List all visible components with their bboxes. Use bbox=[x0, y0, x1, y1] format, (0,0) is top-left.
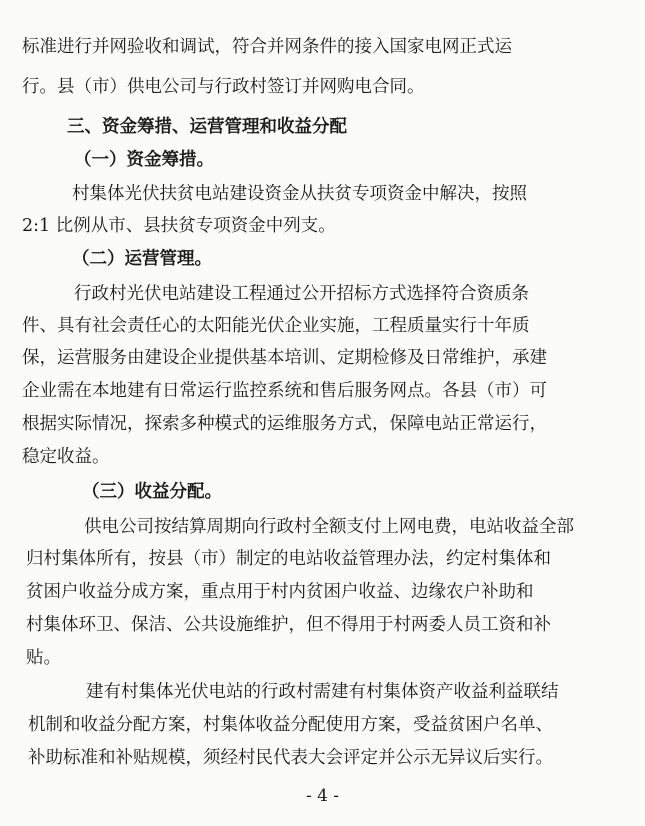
paragraph-line: 贫困户收益分成方案，重点用于村内贫困户收益、边缘农户补助和 bbox=[26, 582, 534, 602]
paragraph-line: 2:1 比例从市、县扶贫专项资金中列支。 bbox=[22, 216, 336, 236]
section-heading: 三、资金筹措、运营管理和收益分配 bbox=[67, 117, 347, 137]
paragraph-line: 件、具有社会责任心的太阳能光伏企业实施，工程质量实行十年质 bbox=[22, 316, 530, 336]
paragraph-line: 供电公司按结算周期向行政村全额支付上网电费，电站收益全部 bbox=[84, 517, 574, 537]
paragraph-line: 机制和收益分配方案，村集体收益分配使用方案，受益贫困户名单、 bbox=[28, 715, 553, 735]
paragraph-line: 保，运营服务由建设企业提供基本培训、定期检修及日常维护，承建 bbox=[22, 348, 547, 368]
paragraph-line: 企业需在本地建有日常运行监控系统和售后服务网点。各县（市）可 bbox=[22, 381, 547, 401]
paragraph-line: 补助标准和补贴规模，须经村民代表大会评定并公示无异议后实行。 bbox=[28, 748, 553, 768]
paragraph-line: 稳定收益。 bbox=[22, 447, 110, 467]
subsection-heading: （三）收益分配。 bbox=[82, 482, 222, 502]
subsection-heading: （一）资金筹措。 bbox=[74, 150, 214, 170]
paragraph-line: 根据实际情况，探索多种模式的运维服务方式，保障电站正常运行， bbox=[22, 414, 547, 434]
paragraph-line: 归村集体所有，按县（市）制定的电站收益管理办法，约定村集体和 bbox=[26, 549, 551, 569]
paragraph-line: 村集体光伏扶贫电站建设资金从扶贫专项资金中解决，按照 bbox=[72, 184, 527, 204]
paragraph-line: 行。县（市）供电公司与行政村签订并网购电合同。 bbox=[22, 77, 425, 97]
paragraph-line: 贴。 bbox=[26, 648, 61, 668]
paragraph-line: 建有村集体光伏电站的行政村需建有村集体资产收益利益联结 bbox=[86, 682, 559, 702]
subsection-heading: （二）运营管理。 bbox=[72, 249, 212, 269]
paragraph-line: 行政村光伏电站建设工程通过公开招标方式选择符合资质条 bbox=[74, 284, 529, 304]
paragraph-line: 标准进行并网验收和调试，符合并网条件的接入国家电网正式运 bbox=[22, 37, 512, 57]
page-number: - 4 - bbox=[305, 786, 340, 806]
paragraph-line: 村集体环卫、保洁、公共设施维护，但不得用于村两委人员工资和补 bbox=[26, 615, 551, 635]
